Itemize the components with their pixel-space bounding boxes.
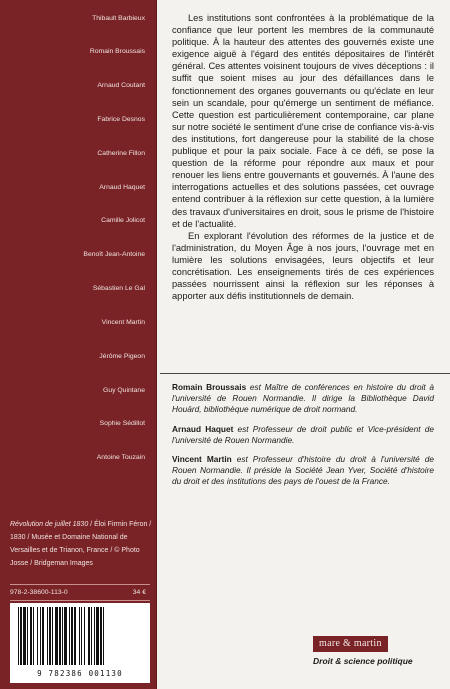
author-name: Catherine Fillon [97, 150, 145, 157]
back-cover-blurb [172, 12, 434, 302]
credit-artwork-title: Révolution de juillet 1830 [10, 521, 89, 528]
editor-name: Vincent Martin [172, 454, 232, 465]
author-name: Thibault Barbieux [92, 15, 145, 22]
author-name: Guy Quintane [103, 387, 145, 394]
author-name: Antoine Touzain [96, 454, 145, 461]
divider [10, 584, 150, 585]
author-name: Arnaud Haquet [99, 184, 145, 191]
editor-bio [172, 454, 434, 488]
editor-bio [172, 424, 434, 446]
author-sidebar [0, 0, 157, 689]
cover-image-credit [10, 518, 152, 570]
author-name: Fabrice Desnos [97, 116, 145, 123]
author-name: Sébastien Le Gal [92, 285, 145, 292]
blurb-paragraph: En explorant l'évolution des réformes de la justice et de l'administration, du Moyen Âge à nos jours, l'ouvrage met en lumière les solutions envisagées, leurs objectifs et leur concrétisation. Les enseignements tirés de ces expériences passées nourrissent ainsi la réflexion sur les réponses à apporter aux défis institutionnels de demain. [172, 230, 434, 302]
publisher-block [313, 633, 413, 666]
section-divider [160, 373, 450, 374]
editor-description: est Professeur d'histoire du droit à l'université de Rouen Normandie. Il préside la Société Jean Yver, Société d'histoire du droit et des institutions des pays de l'ouest de la France. [172, 454, 434, 487]
barcode-digits: 9 782386 001130 [37, 669, 123, 678]
author-name: Arnaud Coutant [97, 82, 145, 89]
publisher-logo: mare & martin [313, 636, 388, 652]
price: 34 € [132, 589, 146, 596]
editor-bios [172, 382, 434, 496]
divider [10, 600, 150, 601]
author-name: Jérôme Pigeon [99, 353, 145, 360]
credit-details: / Éloi Firmin Féron / 1830 / Musée et Domaine National de Versailles et de Trianon, France / © Photo Josse / Bridgeman Images [10, 521, 152, 567]
isbn: 978-2-38600-113-0 [10, 589, 68, 596]
barcode [10, 603, 150, 683]
author-name: Camille Jolicot [101, 217, 145, 224]
author-name: Sophie Sédillot [99, 420, 145, 427]
editor-name: Romain Broussais [172, 382, 247, 392]
isbn-row [10, 589, 150, 596]
collection-name: Droit & science politique [313, 656, 413, 666]
author-name: Benoît Jean-Antoine [83, 251, 145, 258]
author-name: Vincent Martin [101, 319, 145, 326]
editor-bio [172, 382, 434, 416]
blurb-paragraph: Les institutions sont confrontées à la problématique de la confiance que leur portent les membres de la communauté politique. À la hauteur des attentes des gouvernés existe une exigence aiguë à l'égard des entités dépositaires de l'intérêt général. Ces attentes voisinent toujours de vives déceptions : il suffit que soient mises au jour des défaillances dans le fonctionnement des organes gouvernants ou qu'éclate en leur sein un scandale, pour qu'émerge un sentiment de méfiance. Cette question est particulièrement contemporaine, car plane sur notre société le sentiment d'une crise de confiance vis-à-vis des institutions, fort dangereuse pour la stabilité de la chose publique et pour la paix sociale. Face à ce défi, se pose la question de la réforme pour répondre aux maux et pour renouer les liens entre gouvernants et gouvernés. À l'aune des interrogations actuelles et des solutions passées, cet ouvrage entend contribuer à la réflexion sur cette question, à la lumière des travaux d'universitaires en droit, sous le prisme de l'histoire et de l'actualité. [172, 13, 434, 229]
editor-description: est Maître de conférences en histoire du droit à l'université de Rouen Normandie. Il dirige la Bibliothèque David Houärd, bibliothèque numérique de droit normand. [172, 382, 434, 415]
barcode-bars-icon [16, 607, 144, 667]
editor-name: Arnaud Haquet [172, 423, 234, 434]
editor-description: est Professeur de droit public et Vice-président de l'université de Rouen Normandie. [172, 423, 434, 445]
author-name: Romain Broussais [89, 48, 145, 55]
